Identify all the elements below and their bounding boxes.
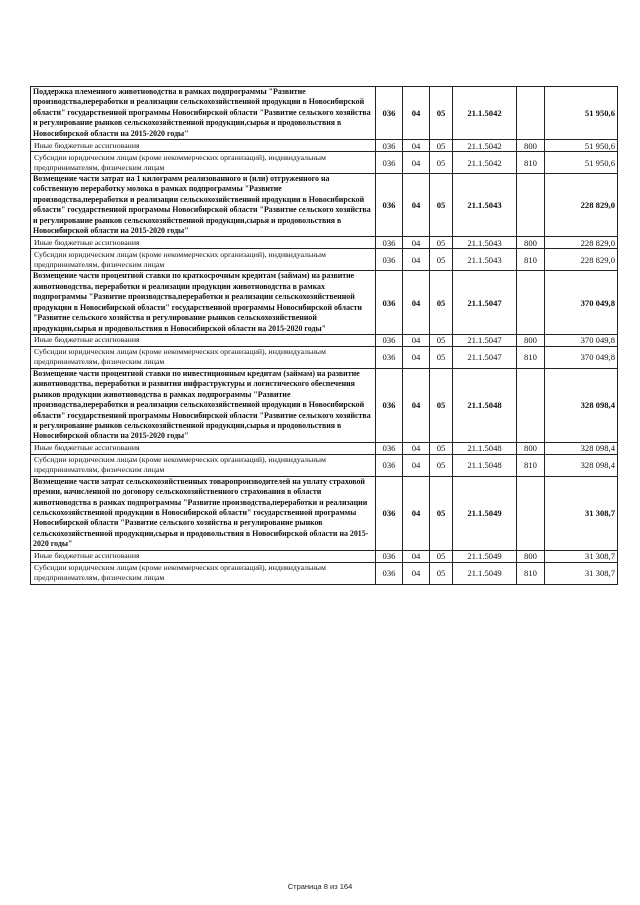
vr-code <box>517 476 545 550</box>
amount: 328 098,4 <box>545 442 618 454</box>
allocation-row <box>31 237 618 249</box>
vr-code: 800 <box>517 442 545 454</box>
csr-code: 21.1.5049 <box>453 562 517 584</box>
vr-code: 810 <box>517 346 545 368</box>
ved-code: 036 <box>376 368 403 442</box>
csr-code: 21.1.5049 <box>453 476 517 550</box>
pr-code: 05 <box>430 237 453 249</box>
budget-table <box>30 86 618 585</box>
ved-code: 036 <box>376 271 403 334</box>
csr-code: 21.1.5042 <box>453 152 517 174</box>
budget-sheet <box>30 86 617 585</box>
rz-code: 04 <box>403 562 430 584</box>
rz-code: 04 <box>403 87 430 140</box>
row-description: Возмещение части затрат сельскохозяйственных товаропроизводителей на уплату страховой премии, начисленной по договору сельскохозяйственного страхования в области животноводства в рамках подпрограммы "Развитие производства,переработки и реализации сельскохозяйственной продукции в Новосибирской области" государственной программы Новосибирской области "Развитие сельского хозяйства и регулирование рынков сельскохозяйственной продукции,сырья и продовольствия в Новосибирской области на 2015-2020 годы" <box>31 476 376 550</box>
program-row <box>31 174 618 237</box>
amount: 51 950,6 <box>545 140 618 152</box>
row-description: Иные бюджетные ассигнования <box>31 334 376 346</box>
csr-code: 21.1.5043 <box>453 174 517 237</box>
rz-code: 04 <box>403 550 430 562</box>
csr-code: 21.1.5048 <box>453 368 517 442</box>
amount: 370 049,8 <box>545 271 618 334</box>
pr-code: 05 <box>430 562 453 584</box>
row-description: Иные бюджетные ассигнования <box>31 140 376 152</box>
pr-code: 05 <box>430 87 453 140</box>
rz-code: 04 <box>403 346 430 368</box>
allocation-row <box>31 140 618 152</box>
pr-code: 05 <box>430 152 453 174</box>
rz-code: 04 <box>403 152 430 174</box>
ved-code: 036 <box>376 140 403 152</box>
vr-code: 810 <box>517 454 545 476</box>
amount: 370 049,8 <box>545 346 618 368</box>
rz-code: 04 <box>403 368 430 442</box>
rz-code: 04 <box>403 476 430 550</box>
pr-code: 05 <box>430 271 453 334</box>
csr-code: 21.1.5049 <box>453 550 517 562</box>
vr-code: 810 <box>517 562 545 584</box>
csr-code: 21.1.5042 <box>453 87 517 140</box>
pr-code: 05 <box>430 442 453 454</box>
allocation-row <box>31 346 618 368</box>
csr-code: 21.1.5048 <box>453 442 517 454</box>
allocation-row <box>31 454 618 476</box>
program-row <box>31 87 618 140</box>
pr-code: 05 <box>430 454 453 476</box>
ved-code: 036 <box>376 550 403 562</box>
amount: 328 098,4 <box>545 368 618 442</box>
pr-code: 05 <box>430 476 453 550</box>
ved-code: 036 <box>376 174 403 237</box>
row-description: Субсидии юридическим лицам (кроме некоммерческих организаций), индивидуальным предпринимателям, физическим лицам <box>31 249 376 271</box>
ved-code: 036 <box>376 346 403 368</box>
rz-code: 04 <box>403 271 430 334</box>
vr-code: 800 <box>517 140 545 152</box>
vr-code: 800 <box>517 550 545 562</box>
row-description: Субсидии юридическим лицам (кроме некоммерческих организаций), индивидуальным предпринимателям, физическим лицам <box>31 454 376 476</box>
pr-code: 05 <box>430 174 453 237</box>
vr-code <box>517 368 545 442</box>
amount: 31 308,7 <box>545 476 618 550</box>
vr-code: 810 <box>517 152 545 174</box>
amount: 370 049,8 <box>545 334 618 346</box>
ved-code: 036 <box>376 454 403 476</box>
csr-code: 21.1.5042 <box>453 140 517 152</box>
vr-code: 800 <box>517 237 545 249</box>
ved-code: 036 <box>376 87 403 140</box>
row-description: Поддержка племенного животноводства в рамках подпрограммы "Развитие производства,переработки и реализации сельскохозяйственной продукции в Новосибирской области" государственной программы Новосибирской области "Развитие сельского хозяйства и регулирование рынков сельскохозяйственной продукции,сырья и продовольствия в Новосибирской области на 2015-2020 годы" <box>31 87 376 140</box>
csr-code: 21.1.5047 <box>453 346 517 368</box>
program-row <box>31 476 618 550</box>
ved-code: 036 <box>376 562 403 584</box>
rz-code: 04 <box>403 237 430 249</box>
vr-code: 810 <box>517 249 545 271</box>
amount: 328 098,4 <box>545 454 618 476</box>
ved-code: 036 <box>376 442 403 454</box>
allocation-row <box>31 249 618 271</box>
vr-code <box>517 87 545 140</box>
amount: 31 308,7 <box>545 562 618 584</box>
row-description: Иные бюджетные ассигнования <box>31 550 376 562</box>
vr-code: 800 <box>517 334 545 346</box>
pr-code: 05 <box>430 550 453 562</box>
amount: 51 950,6 <box>545 87 618 140</box>
ved-code: 036 <box>376 152 403 174</box>
row-description: Возмещение части процентной ставки по краткосрочным кредитам (займам) на развитие животноводства, переработки и реализации продукции животноводства в рамках подпрограммы "Развитие производства,переработки и реализации сельскохозяйственной продукции в Новосибирской области" государственной программы Новосибирской области "Развитие сельского хозяйства и регулирование рынков сельскохозяйственной продукции,сырья и продовольствия в Новосибирской области на 2015-2020 годы" <box>31 271 376 334</box>
pr-code: 05 <box>430 334 453 346</box>
amount: 228 829,0 <box>545 174 618 237</box>
allocation-row <box>31 562 618 584</box>
rz-code: 04 <box>403 454 430 476</box>
program-row <box>31 271 618 334</box>
rz-code: 04 <box>403 140 430 152</box>
row-description: Возмещение части затрат на 1 килограмм реализованного и (или) отгруженного на собственную переработку молока в рамках подпрограммы "Развитие производства,переработки и реализации сельскохозяйственной продукции в Новосибирской области" государственной программы Новосибирской области "Развитие сельского хозяйства и регулирование рынков сельскохозяйственной продукции,сырья и продовольствия в Новосибирской области на 2015-2020 годы" <box>31 174 376 237</box>
csr-code: 21.1.5047 <box>453 271 517 334</box>
pr-code: 05 <box>430 249 453 271</box>
csr-code: 21.1.5043 <box>453 249 517 271</box>
row-description: Субсидии юридическим лицам (кроме некоммерческих организаций), индивидуальным предпринимателям, физическим лицам <box>31 152 376 174</box>
allocation-row <box>31 152 618 174</box>
rz-code: 04 <box>403 249 430 271</box>
amount: 228 829,0 <box>545 237 618 249</box>
vr-code <box>517 174 545 237</box>
allocation-row <box>31 550 618 562</box>
program-row <box>31 368 618 442</box>
ved-code: 036 <box>376 237 403 249</box>
row-description: Субсидии юридическим лицам (кроме некоммерческих организаций), индивидуальным предпринимателям, физическим лицам <box>31 562 376 584</box>
rz-code: 04 <box>403 174 430 237</box>
amount: 228 829,0 <box>545 249 618 271</box>
csr-code: 21.1.5048 <box>453 454 517 476</box>
csr-code: 21.1.5047 <box>453 334 517 346</box>
budget-table-body <box>31 87 618 585</box>
row-description: Возмещение части процентной ставки по инвестиционным кредитам (займам) на развитие животноводства, переработки и развития инфраструктуры и логистического обеспечения рынков продукции животноводства в рамках подпрограммы "Развитие производства,переработки и реализации сельскохозяйственной продукции в Новосибирской области" государственной программы Новосибирской области "Развитие сельского хозяйства и регулирование рынков сельскохозяйственной продукции,сырья и продовольствия в Новосибирской области на 2015-2020 годы" <box>31 368 376 442</box>
ved-code: 036 <box>376 476 403 550</box>
pr-code: 05 <box>430 140 453 152</box>
amount: 51 950,6 <box>545 152 618 174</box>
row-description: Субсидии юридическим лицам (кроме некоммерческих организаций), индивидуальным предпринимателям, физическим лицам <box>31 346 376 368</box>
page-footer <box>0 882 640 891</box>
pr-code: 05 <box>430 368 453 442</box>
csr-code: 21.1.5043 <box>453 237 517 249</box>
row-description: Иные бюджетные ассигнования <box>31 442 376 454</box>
allocation-row <box>31 442 618 454</box>
ved-code: 036 <box>376 249 403 271</box>
vr-code <box>517 271 545 334</box>
row-description: Иные бюджетные ассигнования <box>31 237 376 249</box>
allocation-row <box>31 334 618 346</box>
pr-code: 05 <box>430 346 453 368</box>
rz-code: 04 <box>403 442 430 454</box>
ved-code: 036 <box>376 334 403 346</box>
amount: 31 308,7 <box>545 550 618 562</box>
page-number: Страница 8 из 164 <box>287 882 353 891</box>
rz-code: 04 <box>403 334 430 346</box>
